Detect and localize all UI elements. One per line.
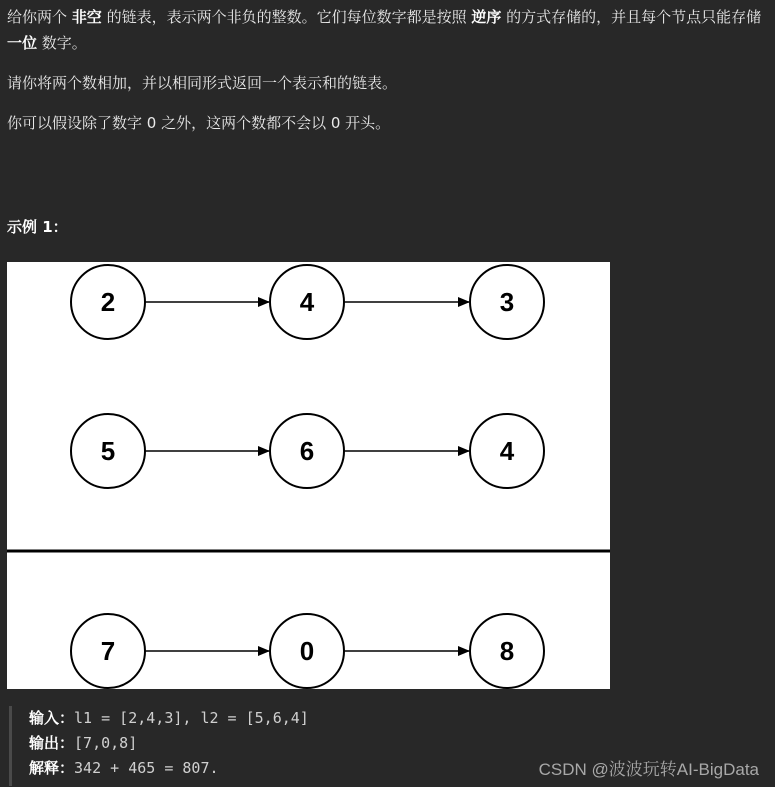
bold-text-reverse: 逆序 — [471, 8, 502, 26]
explanation-label: 解释： — [29, 759, 75, 777]
explanation-value: 342 + 465 = 807. — [74, 759, 219, 777]
output-line — [29, 731, 529, 756]
list1-linked-list — [71, 265, 544, 339]
bold-text-one-digit: 一位 — [7, 34, 38, 52]
list-node-value: 8 — [499, 636, 515, 666]
description-paragraph-2: 请你将两个数相加，并以相同形式返回一个表示和的链表。 — [7, 74, 398, 92]
input-label: 输入： — [29, 709, 75, 727]
example-title: 示例 1： — [7, 218, 68, 236]
bold-text-nonempty: 非空 — [71, 8, 102, 26]
list-node-value: 6 — [299, 436, 315, 466]
list2-linked-list — [71, 414, 544, 488]
list-node-value: 2 — [100, 287, 116, 317]
linked-list-svg — [7, 262, 610, 689]
result-linked-list — [71, 614, 544, 688]
csdn-watermark: CSDN @波波玩转AI-BigData — [538, 760, 759, 779]
text-segment: 的方式存储的，并且每个节点只能存储 — [501, 8, 762, 26]
explanation-line — [29, 756, 529, 781]
list-node-value: 3 — [499, 287, 515, 317]
list-node-value: 7 — [100, 636, 116, 666]
text-segment: 给你两个 — [7, 8, 72, 26]
problem-description — [7, 4, 769, 150]
output-label: 输出： — [29, 734, 75, 752]
linked-list-diagram — [7, 262, 610, 689]
text-segment: 数字。 — [37, 34, 87, 52]
text-segment: 的链表，表示两个非负的整数。它们每位数字都是按照 — [101, 8, 472, 26]
list-node-value: 4 — [499, 436, 515, 466]
output-value: [7,0,8] — [74, 734, 138, 752]
input-line — [29, 706, 529, 731]
example-code-block — [9, 706, 529, 786]
list-node-value: 0 — [299, 636, 315, 666]
input-value: l1 = [2,4,3], l2 = [5,6,4] — [74, 709, 309, 727]
description-paragraph-3: 你可以假设除了数字 0 之外，这两个数都不会以 0 开头。 — [7, 114, 391, 132]
description-paragraph-1 — [7, 4, 769, 56]
list-node-value: 5 — [100, 436, 116, 466]
list-node-value: 4 — [299, 287, 315, 317]
